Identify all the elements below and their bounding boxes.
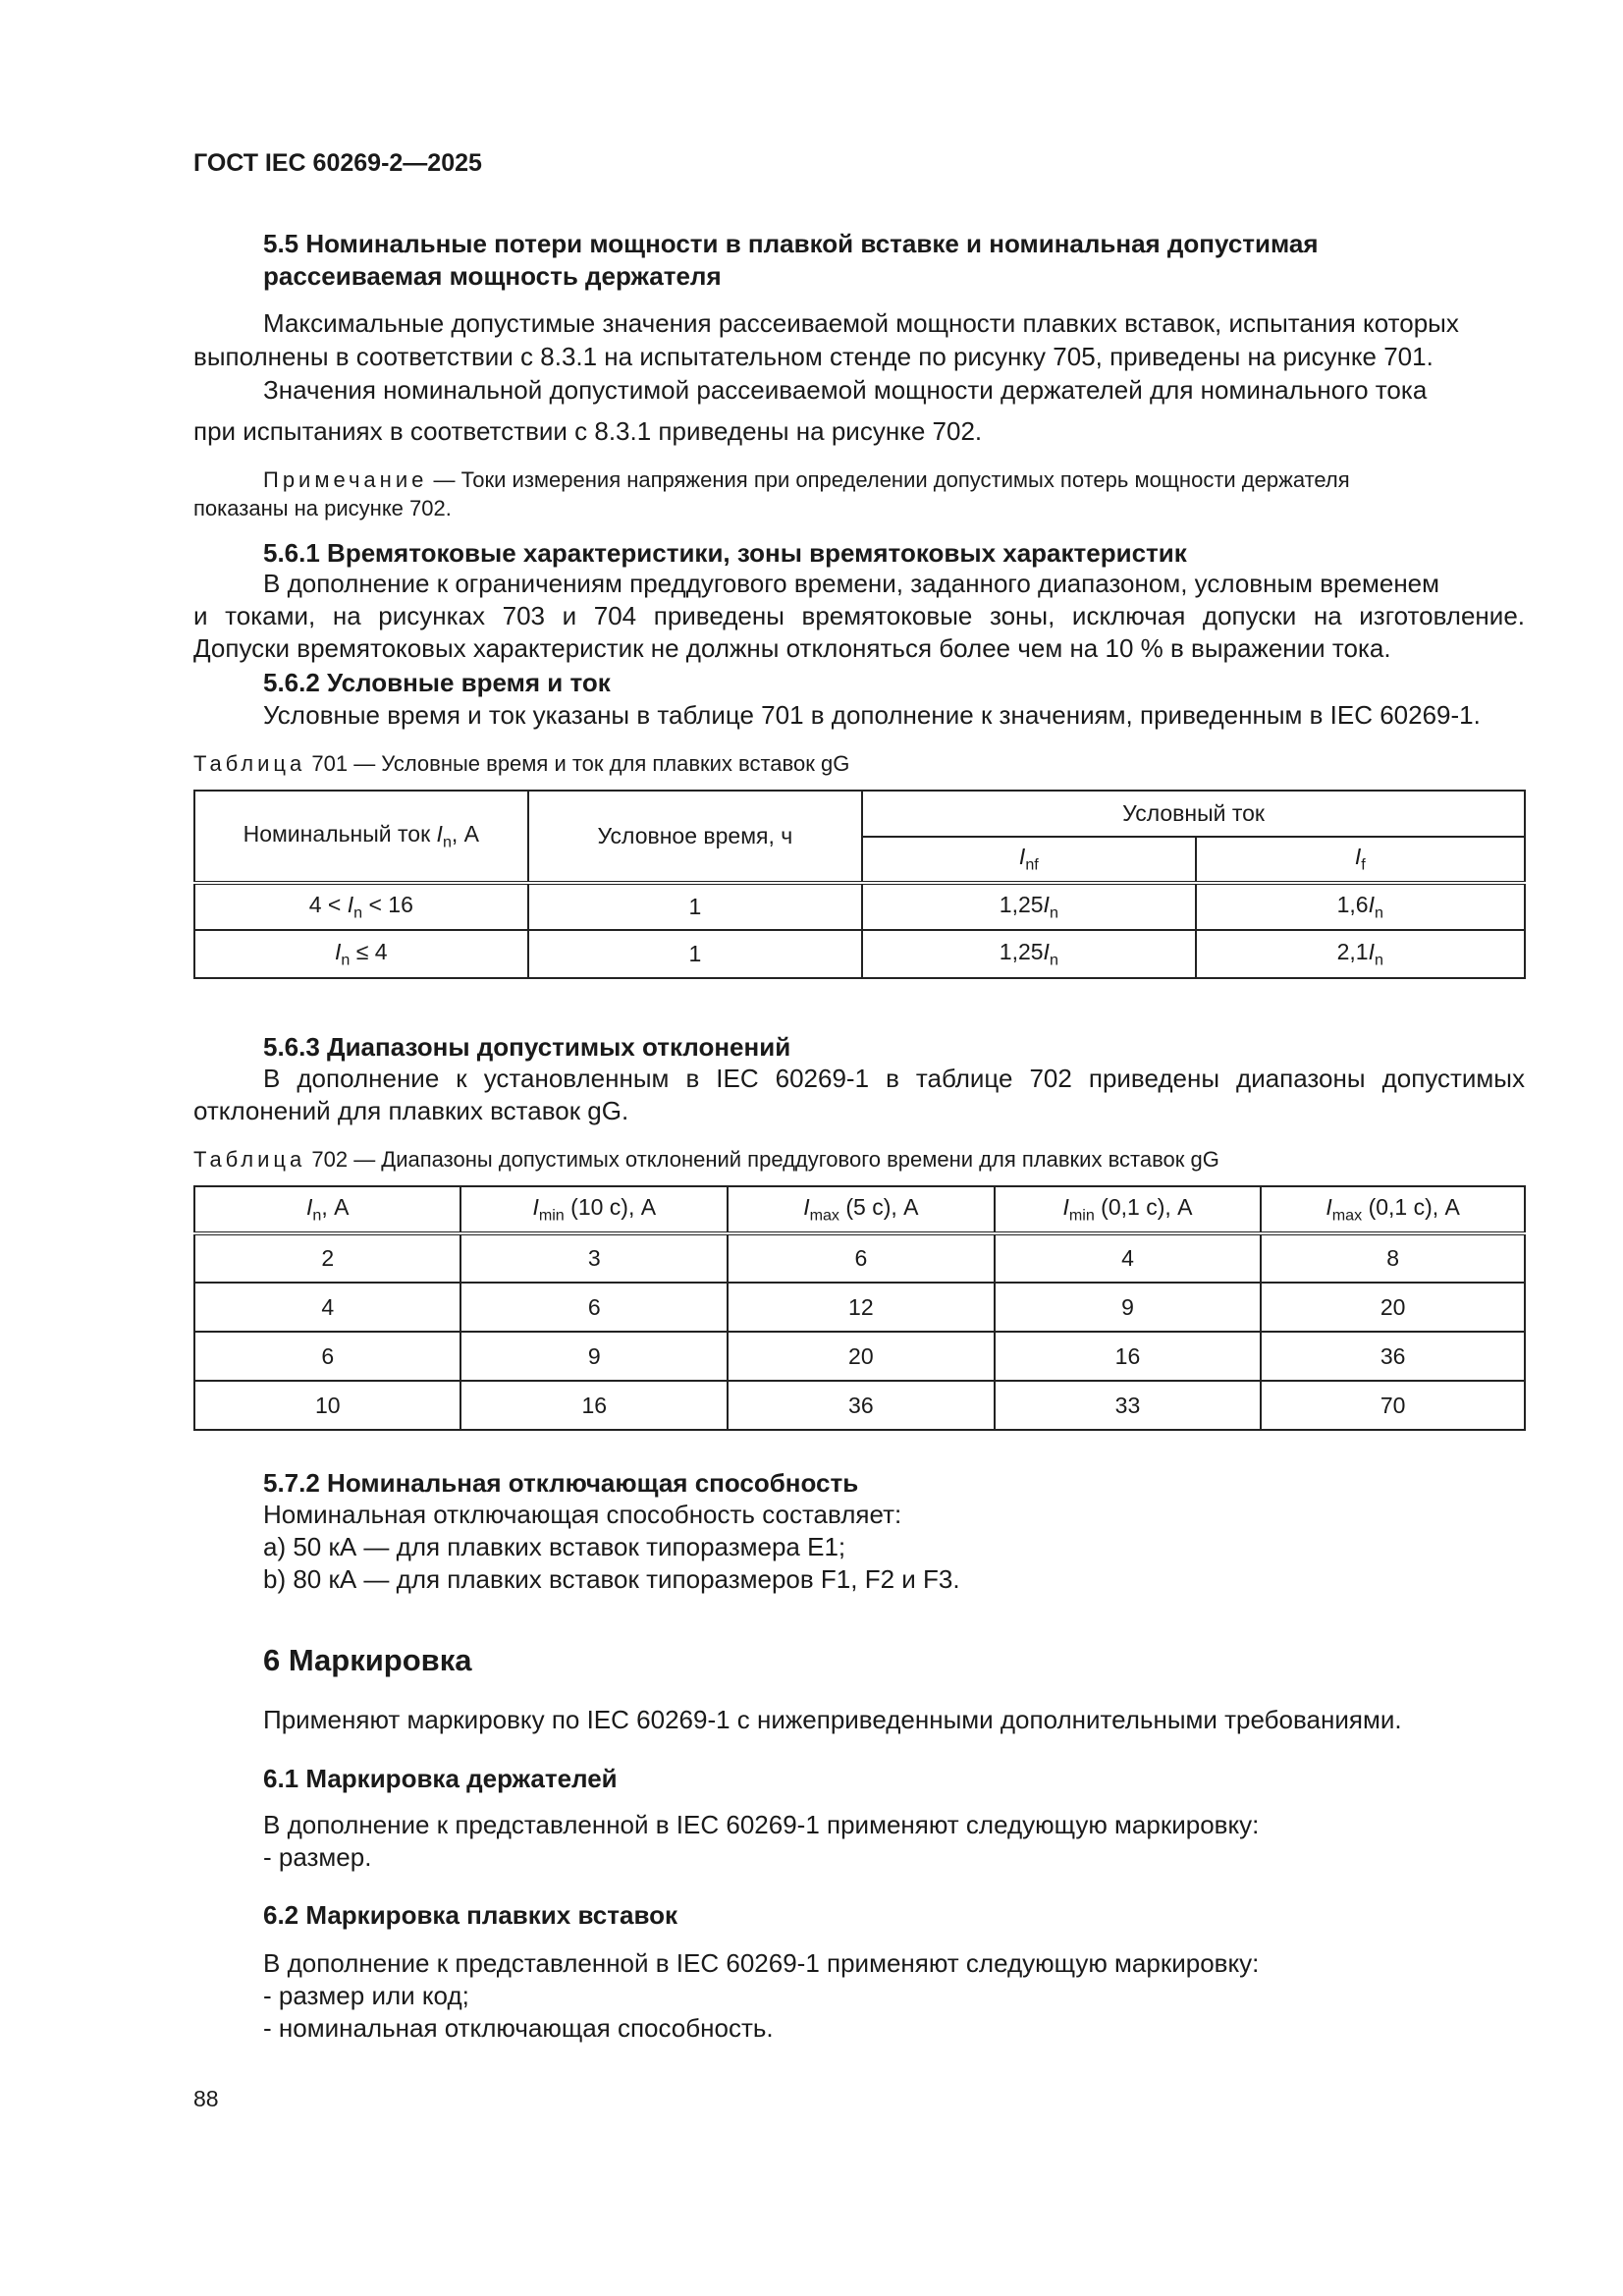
table-702-cell: 36 bbox=[1261, 1332, 1525, 1381]
section-6-1-item: - размер. bbox=[263, 1842, 372, 1872]
table-702-header-cell: $I_n$, А bbox=[194, 1186, 460, 1233]
section-5-6-3-line1: В дополнение к установленным в IEC 60269-1 в таблице 702 приведены диапазоны допустимых bbox=[263, 1064, 1525, 1093]
section-5-6-3-title: 5.6.3 Диапазоны допустимых отклонений bbox=[263, 1032, 791, 1062]
table-701-header-conditional-current: Условный ток bbox=[862, 791, 1525, 837]
table-702-caption-label: Таблица bbox=[193, 1147, 306, 1172]
table-701-row bbox=[194, 930, 1525, 978]
section-6-line1: Применяют маркировку по IEC 60269-1 с нижеприведенными дополнительными требованиями. bbox=[263, 1705, 1402, 1734]
section-6-1-line1: В дополнение к представленной в IEC 60269-1 применяют следующую маркировку: bbox=[263, 1810, 1260, 1839]
table-702-cell: 10 bbox=[194, 1381, 460, 1430]
table-701-cell: $1,25I_n$ bbox=[862, 883, 1195, 930]
section-5-7-2-line1: Номинальная отключающая способность составляет: bbox=[263, 1500, 902, 1529]
section-5-5-para1-line2: выполнены в соответствии с 8.3.1 на испытательном стенде по рисунку 705, приведены на рисунке 701. bbox=[193, 342, 1434, 371]
table-702-header-cell: $I_{min}$ (0,1 с), А bbox=[995, 1186, 1262, 1233]
table-701 bbox=[193, 790, 1526, 979]
table-702-row bbox=[194, 1381, 1525, 1430]
table-701-cell: $2,1I_n$ bbox=[1196, 930, 1525, 978]
section-5-5-title-line1: 5.5 Номинальные потери мощности в плавкой вставке и номинальная допустимая bbox=[263, 229, 1319, 258]
section-5-5-para1-line1: Максимальные допустимые значения рассеиваемой мощности плавких вставок, испытания которых bbox=[263, 308, 1459, 338]
section-5-6-2-line1: Условные время и ток указаны в таблице 701 в дополнение к значениям, приведенным в IEC 60269-1. bbox=[263, 700, 1481, 730]
section-6-2-item2: - номинальная отключающая способность. bbox=[263, 2013, 774, 2043]
section-5-6-1-line1: В дополнение к ограничениям преддугового времени, заданного диапазоном, условным временем bbox=[263, 569, 1440, 598]
section-5-5-para2-line2: при испытаниях в соответствии с 8.3.1 приведены на рисунке 702. bbox=[193, 416, 983, 446]
table-702-header-cell: $I_{min}$ (10 с), А bbox=[460, 1186, 728, 1233]
section-5-5-title-line2: рассеиваемая мощность держателя bbox=[263, 261, 722, 291]
table-701-cell: $1,25I_n$ bbox=[862, 930, 1195, 978]
section-6-1-title: 6.1 Маркировка держателей bbox=[263, 1764, 618, 1793]
table-702-cell: 4 bbox=[995, 1233, 1262, 1283]
table-701-cell: 1 bbox=[528, 930, 863, 978]
table-702-caption bbox=[193, 1147, 1219, 1173]
standard-header: ГОСТ IEC 60269-2—2025 bbox=[193, 149, 482, 177]
section-6-2-item1: - размер или код; bbox=[263, 1981, 469, 2010]
table-701-caption-label: Таблица bbox=[193, 751, 306, 776]
table-702-header-cell: $I_{max}$ (0,1 с), А bbox=[1261, 1186, 1525, 1233]
table-701-cell: 1 bbox=[528, 883, 863, 930]
table-702-cell: 20 bbox=[728, 1332, 995, 1381]
table-701-header-current: Номинальный ток $I_n$, А bbox=[194, 791, 528, 883]
table-701-cell: $I_n \le 4$ bbox=[194, 930, 528, 978]
note-line2: показаны на рисунке 702. bbox=[193, 496, 452, 520]
section-5-7-2-item-a: a) 50 кА — для плавких вставок типоразмера E1; bbox=[263, 1532, 846, 1561]
table-702-cell: 16 bbox=[995, 1332, 1262, 1381]
table-702-cell: 8 bbox=[1261, 1233, 1525, 1283]
table-702-cell: 36 bbox=[728, 1381, 995, 1430]
note-label: Примечание bbox=[263, 467, 428, 492]
table-701-cell: $1,6I_n$ bbox=[1196, 883, 1525, 930]
table-701-caption-text: 701 — Условные время и ток для плавких вставок gG bbox=[305, 751, 850, 776]
table-702-cell: 20 bbox=[1261, 1283, 1525, 1332]
section-5-6-1-line2: и токами, на рисунках 703 и 704 приведены времятоковые зоны, исключая допуски на изготовление. bbox=[193, 601, 1525, 630]
table-702-cell: 6 bbox=[728, 1233, 995, 1283]
note-line1 bbox=[263, 465, 1350, 494]
table-702-cell: 6 bbox=[460, 1283, 728, 1332]
section-6-2-line1: В дополнение к представленной в IEC 60269-1 применяют следующую маркировку: bbox=[263, 1948, 1260, 1978]
table-702-cell: 12 bbox=[728, 1283, 995, 1332]
section-5-6-2-title: 5.6.2 Условные время и ток bbox=[263, 668, 611, 697]
table-702-cell: 2 bbox=[194, 1233, 460, 1283]
table-702-cell: 9 bbox=[460, 1332, 728, 1381]
table-702-cell: 70 bbox=[1261, 1381, 1525, 1430]
page-number: 88 bbox=[193, 2086, 219, 2111]
table-702-row bbox=[194, 1332, 1525, 1381]
table-701-header-if: $I_f$ bbox=[1196, 837, 1525, 883]
section-5-7-2-item-b: b) 80 кА — для плавких вставок типоразмеров F1, F2 и F3. bbox=[263, 1564, 960, 1594]
table-702-cell: 4 bbox=[194, 1283, 460, 1332]
table-702-cell: 9 bbox=[995, 1283, 1262, 1332]
section-5-7-2-title: 5.7.2 Номинальная отключающая способность bbox=[263, 1468, 859, 1498]
table-701-header-time: Условное время, ч bbox=[528, 791, 863, 883]
table-701-caption bbox=[193, 751, 849, 777]
table-702-cell: 6 bbox=[194, 1332, 460, 1381]
section-5-6-1-line3: Допуски времятоковых характеристик не должны отклоняться более чем на 10 % в выражении тока. bbox=[193, 633, 1391, 663]
table-702-caption-text: 702 — Диапазоны допустимых отклонений преддугового времени для плавких вставок gG bbox=[305, 1147, 1219, 1172]
table-702-row bbox=[194, 1283, 1525, 1332]
table-702-row bbox=[194, 1233, 1525, 1283]
section-6-title: 6 Маркировка bbox=[263, 1643, 472, 1677]
section-5-6-1-title: 5.6.1 Времятоковые характеристики, зоны времятоковых характеристик bbox=[263, 538, 1187, 568]
table-702-cell: 16 bbox=[460, 1381, 728, 1430]
table-701-row bbox=[194, 883, 1525, 930]
section-6-2-title: 6.2 Маркировка плавких вставок bbox=[263, 1900, 677, 1930]
table-701-cell: $4 < I_n < 16$ bbox=[194, 883, 528, 930]
table-702-cell: 3 bbox=[460, 1233, 728, 1283]
section-5-5-para2-line1: Значения номинальной допустимой рассеиваемой мощности держателей для номинального тока bbox=[263, 375, 1428, 405]
note-text: — Токи измерения напряжения при определении допустимых потерь мощности держателя bbox=[427, 467, 1350, 492]
table-702 bbox=[193, 1185, 1526, 1431]
table-701-header-inf: $I_{nf}$ bbox=[862, 837, 1195, 883]
table-702-header-cell: $I_{max}$ (5 с), А bbox=[728, 1186, 995, 1233]
table-702-cell: 33 bbox=[995, 1381, 1262, 1430]
section-5-6-3-line2: отклонений для плавких вставок gG. bbox=[193, 1096, 629, 1125]
